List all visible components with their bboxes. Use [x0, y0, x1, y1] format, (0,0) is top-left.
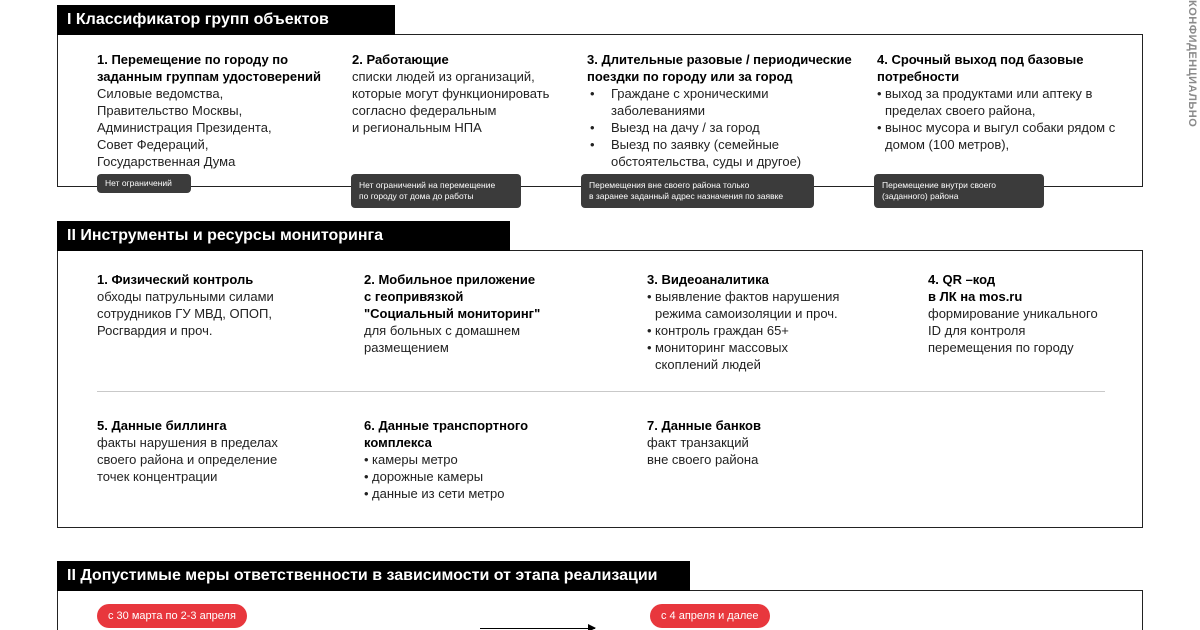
stage-1-pill: с 30 марта по 2-3 апреля: [97, 604, 247, 628]
list-item: • данные из сети метро: [364, 485, 564, 502]
s2-item-1-text: обходы патрульными силами сотрудников ГУ МВД, ОПОП, Росгвардия и проч.: [97, 289, 274, 338]
confidential-label: КОНФИДЕНЦИАЛЬНО: [1186, 0, 1198, 128]
section-2-divider: [97, 391, 1105, 392]
s2-item-2: [364, 271, 604, 356]
section-1-title: I Классификатор групп объектов: [57, 5, 395, 35]
list-item: • вынос мусора и выгул собаки рядом с домом (100 метров),: [877, 119, 1122, 153]
s1-column-2-title: 2. Работающие: [352, 52, 449, 67]
list-item: • Выезд по заявку (семейные обстоятельства, суды и другое): [587, 136, 827, 170]
s1-column-3-title: 3. Длительные разовые / периодические поездки по городу или за город: [587, 52, 852, 84]
s1-column-1-title: 1. Перемещение по городу по заданным группам удостоверений: [97, 52, 321, 84]
section-3-title: II Допустимые меры ответственности в зависимости от этапа реализации: [57, 561, 690, 591]
s2-item-7-title: 7. Данные банков: [647, 418, 761, 433]
s2-item-1: [97, 271, 337, 339]
list-item: • контроль граждан 65+: [647, 322, 872, 339]
section-2-title: II Инструменты и ресурсы мониторинга: [57, 221, 510, 251]
s1-column-2: [352, 51, 582, 136]
s1-tag-2: Нет ограничений на перемещение по городу от дома до работы: [351, 174, 521, 208]
s1-column-4: [877, 51, 1127, 153]
s2-item-4-title: 4. QR –код в ЛК на mos.ru: [928, 272, 1023, 304]
list-item: • выявление фактов нарушения режима самоизоляции и проч.: [647, 288, 852, 322]
s2-item-5-text: факты нарушения в пределах своего района и определение точек концентрации: [97, 435, 278, 484]
s1-column-1-text: Силовые ведомства, Правительство Москвы, Администрация Президента, Совет Федераций, Государственная Дума: [97, 86, 272, 169]
s1-tag-1: Нет ограничений: [97, 174, 191, 193]
s2-item-1-title: 1. Физический контроль: [97, 272, 254, 287]
s1-tag-3: Перемещения вне своего района только в заранее заданный адрес назначения по заявке: [581, 174, 814, 208]
s1-column-3: [587, 51, 862, 170]
stage-arrow: [480, 628, 595, 629]
s1-column-4-title: 4. Срочный выход под базовые потребности: [877, 52, 1084, 84]
s2-item-4-text: формирование уникального ID для контроля перемещения по городу: [928, 306, 1098, 355]
s2-item-7-text: факт транзакций вне своего района: [647, 435, 759, 467]
s1-tag-4: Перемещение внутри своего (заданного) района: [874, 174, 1044, 208]
list-item: • Граждане с хроническими заболеваниями: [587, 85, 802, 119]
s2-item-6: [364, 417, 564, 502]
s2-item-2-title: 2. Мобильное приложение с геопривязкой "Социальный мониторинг": [364, 272, 541, 321]
s2-item-3: [647, 271, 872, 373]
s1-column-2-text: списки людей из организаций, которые могут функционировать согласно федеральным и региональным НПА: [352, 69, 550, 135]
list-item: • камеры метро: [364, 451, 564, 468]
list-item: • мониторинг массовых скоплений людей: [647, 339, 812, 373]
list-item: • Выезд на дачу / за город: [587, 119, 862, 136]
s2-item-4: [928, 271, 1128, 356]
s2-item-3-title: 3. Видеоаналитика: [647, 272, 769, 287]
s1-column-1: [97, 51, 332, 170]
list-item: • дорожные камеры: [364, 468, 564, 485]
stage-2-pill: с 4 апреля и далее: [650, 604, 770, 628]
s2-item-2-text: для больных с домашнем размещением: [364, 323, 521, 355]
s2-item-5: [97, 417, 337, 485]
list-item: • выход за продуктами или аптеку в пределах своего района,: [877, 85, 1122, 119]
s2-item-6-title: 6. Данные транспортного комплекса: [364, 418, 529, 450]
s2-item-5-title: 5. Данные биллинга: [97, 418, 227, 433]
s2-item-7: [647, 417, 847, 468]
